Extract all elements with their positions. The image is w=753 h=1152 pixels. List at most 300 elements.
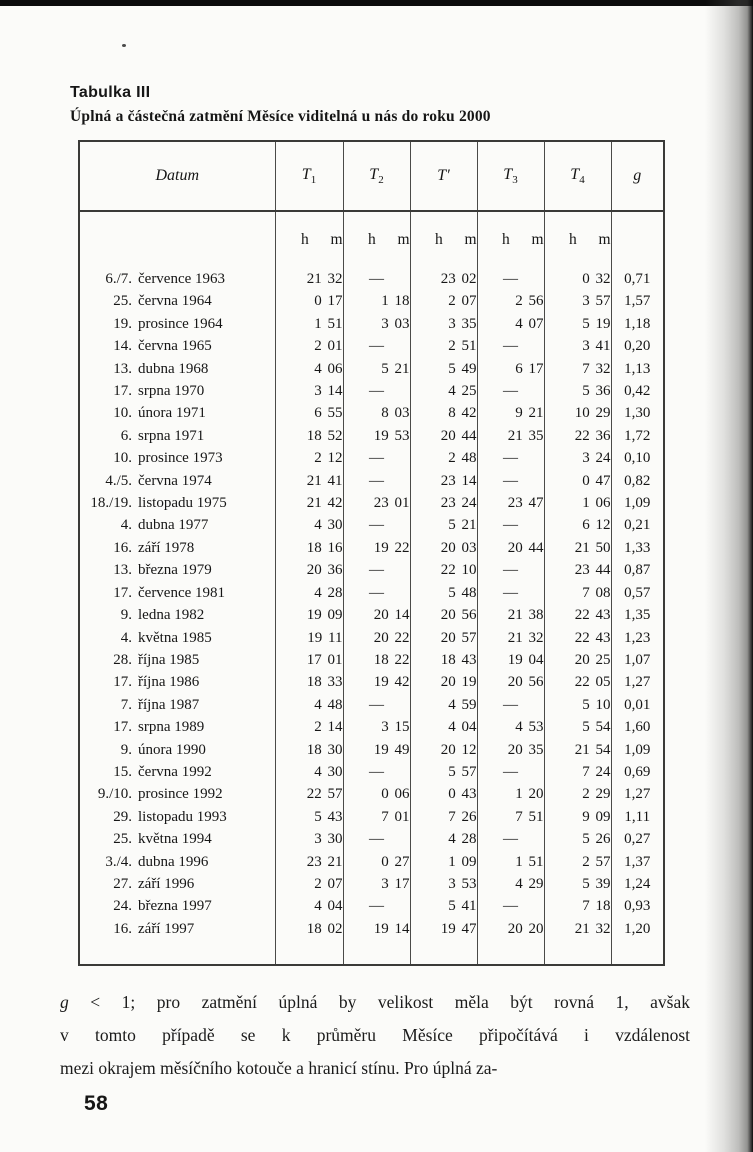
magnitude-cell: 1,72 — [611, 425, 664, 447]
time-cell: 2 29 — [544, 783, 611, 805]
time-cell: — — [343, 828, 410, 850]
table-row — [79, 537, 664, 559]
table-row — [79, 671, 664, 693]
time-cell: 4 48 — [275, 694, 343, 716]
scan-speck — [122, 44, 126, 47]
time-cell: 22 43 — [544, 604, 611, 626]
table-row — [79, 313, 664, 335]
time-cell: 21 32 — [275, 268, 343, 290]
time-cell: — — [477, 559, 544, 581]
time-cell: 10 29 — [544, 402, 611, 424]
table-row — [79, 895, 664, 917]
time-cell: 20 56 — [477, 671, 544, 693]
magnitude-cell: 0,87 — [611, 559, 664, 581]
time-cell: 3 14 — [275, 380, 343, 402]
empty-cell — [611, 940, 664, 965]
time-cell: 5 43 — [275, 806, 343, 828]
table-row — [79, 918, 664, 940]
time-cell: 7 01 — [343, 806, 410, 828]
table-row — [79, 470, 664, 492]
time-cell: — — [343, 559, 410, 581]
date-day: 16. — [113, 539, 132, 556]
time-cell: 3 53 — [410, 873, 477, 895]
column-header: $T_2$ — [343, 141, 410, 211]
date-month-year: července 1981 — [138, 584, 226, 601]
time-cell: 19 42 — [343, 671, 410, 693]
time-cell: — — [343, 761, 410, 783]
column-header: g — [611, 141, 664, 211]
time-cell: 1 51 — [275, 313, 343, 335]
time-cell: 18 33 — [275, 671, 343, 693]
magnitude-cell: 1,07 — [611, 649, 664, 671]
time-cell: 1 51 — [477, 851, 544, 873]
column-header: $T_1$ — [275, 141, 343, 211]
time-cell: 3 17 — [343, 873, 410, 895]
unit-header-row — [79, 211, 664, 268]
time-cell: 2 01 — [275, 335, 343, 357]
footer-line-1: g < 1; pro zatmění úplná by velikost měla být rovná 1, avšak — [60, 992, 690, 1012]
time-cell: 19 49 — [343, 739, 410, 761]
time-cell: 20 56 — [410, 604, 477, 626]
date-cell — [79, 268, 275, 290]
magnitude-cell: 1,23 — [611, 627, 664, 649]
time-cell: — — [477, 895, 544, 917]
time-cell: 2 56 — [477, 290, 544, 312]
time-cell: 4 04 — [275, 895, 343, 917]
time-cell: 0 27 — [343, 851, 410, 873]
date-cell — [79, 918, 275, 940]
magnitude-cell: 1,24 — [611, 873, 664, 895]
unit-label: h m — [343, 211, 410, 268]
date-month-year: prosince 1973 — [138, 450, 223, 467]
time-cell: 18 43 — [410, 649, 477, 671]
time-cell: 2 14 — [275, 716, 343, 738]
time-cell: 4 29 — [477, 873, 544, 895]
date-day: 9./10. — [97, 786, 132, 803]
date-month-year: června 1974 — [138, 472, 212, 489]
time-cell: 19 14 — [343, 918, 410, 940]
time-cell: 18 30 — [275, 739, 343, 761]
time-cell: 2 48 — [410, 447, 477, 469]
footer-line-2: v tomto případě se k průměru Měsíce připočítává i vzdálenost — [60, 1025, 690, 1045]
date-cell — [79, 851, 275, 873]
time-cell: 18 16 — [275, 537, 343, 559]
date-day: 9. — [120, 741, 132, 758]
date-month-year: května 1994 — [138, 831, 212, 848]
date-cell — [79, 313, 275, 335]
time-cell: 5 26 — [544, 828, 611, 850]
time-cell: 19 09 — [275, 604, 343, 626]
time-cell: 20 12 — [410, 739, 477, 761]
time-cell: — — [477, 380, 544, 402]
date-month-year: srpna 1970 — [138, 383, 205, 400]
table-row — [79, 649, 664, 671]
time-cell: 2 07 — [410, 290, 477, 312]
time-cell: 0 17 — [275, 290, 343, 312]
g-symbol: g — [60, 992, 69, 1012]
date-day: 28. — [113, 651, 132, 668]
table-row — [79, 604, 664, 626]
time-cell: 20 03 — [410, 537, 477, 559]
magnitude-cell: 1,27 — [611, 783, 664, 805]
date-day: 13. — [113, 360, 132, 377]
time-cell: 23 21 — [275, 851, 343, 873]
time-cell: 3 57 — [544, 290, 611, 312]
time-cell: — — [477, 582, 544, 604]
date-day: 13. — [113, 562, 132, 579]
date-day: 25. — [113, 293, 132, 310]
time-cell: 20 44 — [477, 537, 544, 559]
unit-label: h m — [410, 211, 477, 268]
time-cell: 23 44 — [544, 559, 611, 581]
date-day: 27. — [113, 875, 132, 892]
date-day: 6./7. — [105, 271, 132, 287]
date-cell — [79, 358, 275, 380]
time-cell: — — [343, 470, 410, 492]
empty-cell — [477, 940, 544, 965]
time-cell: 9 09 — [544, 806, 611, 828]
time-cell: 3 41 — [544, 335, 611, 357]
date-cell — [79, 380, 275, 402]
date-cell — [79, 470, 275, 492]
date-month-year: června 1992 — [138, 763, 212, 780]
table-row — [79, 335, 664, 357]
date-day: 10. — [113, 450, 132, 467]
date-month-year: prosince 1992 — [138, 786, 223, 803]
time-cell: 4 07 — [477, 313, 544, 335]
time-cell: — — [477, 268, 544, 290]
time-cell: 4 28 — [275, 582, 343, 604]
date-cell — [79, 895, 275, 917]
empty-cell — [410, 940, 477, 965]
table-row — [79, 447, 664, 469]
date-cell — [79, 559, 275, 581]
spacer-row — [79, 940, 664, 965]
time-cell: 20 44 — [410, 425, 477, 447]
time-cell: — — [343, 582, 410, 604]
magnitude-cell: 0,57 — [611, 582, 664, 604]
time-cell: 3 03 — [343, 313, 410, 335]
magnitude-cell: 0,69 — [611, 761, 664, 783]
time-cell: 5 54 — [544, 716, 611, 738]
time-cell: — — [343, 335, 410, 357]
table-row — [79, 761, 664, 783]
date-cell — [79, 828, 275, 850]
time-cell: 23 02 — [410, 268, 477, 290]
date-month-year: května 1985 — [138, 629, 212, 646]
time-cell: — — [477, 470, 544, 492]
table-title: Tabulka III — [70, 84, 151, 101]
date-day: 19. — [113, 315, 132, 332]
empty-cell — [79, 211, 275, 268]
time-cell: 20 22 — [343, 627, 410, 649]
time-cell: 22 43 — [544, 627, 611, 649]
time-cell: 20 36 — [275, 559, 343, 581]
date-month-year: dubna 1977 — [138, 517, 209, 534]
time-cell: 4 53 — [477, 716, 544, 738]
time-cell: 8 03 — [343, 402, 410, 424]
time-cell: 20 57 — [410, 627, 477, 649]
time-cell: 9 21 — [477, 402, 544, 424]
date-cell — [79, 402, 275, 424]
date-cell — [79, 604, 275, 626]
time-cell: 7 32 — [544, 358, 611, 380]
table-row — [79, 716, 664, 738]
time-cell: 22 05 — [544, 671, 611, 693]
date-cell — [79, 739, 275, 761]
time-cell: 18 02 — [275, 918, 343, 940]
unit-label: h m — [275, 211, 343, 268]
time-cell: 2 12 — [275, 447, 343, 469]
time-cell: 23 01 — [343, 492, 410, 514]
time-cell: — — [343, 268, 410, 290]
time-cell: 19 22 — [343, 537, 410, 559]
magnitude-cell: 1,37 — [611, 851, 664, 873]
table-row — [79, 783, 664, 805]
date-day: 3./4. — [105, 853, 132, 870]
time-cell: 7 26 — [410, 806, 477, 828]
date-cell — [79, 761, 275, 783]
date-month-year: února 1971 — [138, 405, 206, 422]
time-cell: — — [343, 514, 410, 536]
magnitude-cell: 0,71 — [611, 268, 664, 290]
time-cell: 3 24 — [544, 447, 611, 469]
date-day: 4. — [120, 517, 132, 534]
time-cell: 5 36 — [544, 380, 611, 402]
empty-cell — [544, 940, 611, 965]
magnitude-cell: 1,09 — [611, 739, 664, 761]
time-cell: 5 57 — [410, 761, 477, 783]
time-cell: 17 01 — [275, 649, 343, 671]
time-cell: — — [477, 447, 544, 469]
time-cell: 21 32 — [544, 918, 611, 940]
magnitude-cell: 1,09 — [611, 492, 664, 514]
date-month-year: srpna 1971 — [138, 427, 205, 444]
page-number: 58 — [84, 1092, 109, 1115]
date-cell — [79, 514, 275, 536]
date-cell — [79, 649, 275, 671]
time-cell: 1 18 — [343, 290, 410, 312]
date-day: 10. — [113, 405, 132, 422]
date-day: 18./19. — [90, 495, 132, 512]
time-cell: 5 39 — [544, 873, 611, 895]
time-cell: 21 32 — [477, 627, 544, 649]
scan-right-edge — [705, 0, 753, 1152]
time-cell: 1 06 — [544, 492, 611, 514]
time-cell: — — [343, 447, 410, 469]
date-day: 24. — [113, 898, 132, 915]
time-cell: 3 35 — [410, 313, 477, 335]
table-row — [79, 559, 664, 581]
time-cell: 4 59 — [410, 694, 477, 716]
table-row — [79, 739, 664, 761]
time-cell: 1 09 — [410, 851, 477, 873]
date-day: 6. — [120, 427, 132, 444]
empty-cell — [611, 211, 664, 268]
date-month-year: srpna 1989 — [138, 719, 205, 736]
time-cell: 2 51 — [410, 335, 477, 357]
time-cell: 4 30 — [275, 514, 343, 536]
date-day: 4. — [120, 629, 132, 646]
magnitude-cell: 1,18 — [611, 313, 664, 335]
date-month-year: června 1964 — [138, 293, 212, 310]
column-header: Datum — [79, 141, 275, 211]
table-row — [79, 694, 664, 716]
magnitude-cell: 1,11 — [611, 806, 664, 828]
magnitude-cell: 1,60 — [611, 716, 664, 738]
column-header: $T_3$ — [477, 141, 544, 211]
time-cell: — — [343, 694, 410, 716]
time-cell: — — [477, 761, 544, 783]
date-cell — [79, 492, 275, 514]
time-cell: 4 28 — [410, 828, 477, 850]
time-cell: — — [343, 380, 410, 402]
time-cell: 5 10 — [544, 694, 611, 716]
time-cell: 21 38 — [477, 604, 544, 626]
time-cell: 5 21 — [343, 358, 410, 380]
time-cell: — — [343, 895, 410, 917]
empty-cell — [275, 940, 343, 965]
time-cell: 1 20 — [477, 783, 544, 805]
time-cell: 21 42 — [275, 492, 343, 514]
magnitude-cell: 0,01 — [611, 694, 664, 716]
time-cell: 6 55 — [275, 402, 343, 424]
table-row — [79, 380, 664, 402]
time-cell: 3 30 — [275, 828, 343, 850]
empty-cell — [343, 940, 410, 965]
time-cell: 7 51 — [477, 806, 544, 828]
time-cell: 21 54 — [544, 739, 611, 761]
empty-cell — [79, 940, 275, 965]
date-month-year: října 1987 — [138, 696, 200, 713]
time-cell: 5 48 — [410, 582, 477, 604]
table-row — [79, 851, 664, 873]
time-cell: 23 14 — [410, 470, 477, 492]
date-cell — [79, 806, 275, 828]
date-month-year: března 1979 — [138, 562, 212, 579]
magnitude-cell: 1,33 — [611, 537, 664, 559]
date-month-year: listopadu 1975 — [138, 495, 227, 512]
magnitude-cell: 0,93 — [611, 895, 664, 917]
magnitude-cell: 0,21 — [611, 514, 664, 536]
magnitude-cell: 1,27 — [611, 671, 664, 693]
time-cell: 21 35 — [477, 425, 544, 447]
time-cell: — — [477, 828, 544, 850]
magnitude-cell: 0,20 — [611, 335, 664, 357]
magnitude-cell: 1,13 — [611, 358, 664, 380]
time-cell: 21 50 — [544, 537, 611, 559]
table-row — [79, 402, 664, 424]
time-cell: 22 57 — [275, 783, 343, 805]
date-cell — [79, 582, 275, 604]
table-row — [79, 268, 664, 290]
magnitude-cell: 0,42 — [611, 380, 664, 402]
time-cell: 0 06 — [343, 783, 410, 805]
magnitude-cell: 0,10 — [611, 447, 664, 469]
time-cell: 20 35 — [477, 739, 544, 761]
date-month-year: října 1986 — [138, 674, 200, 691]
time-cell: 23 47 — [477, 492, 544, 514]
date-cell — [79, 627, 275, 649]
table-row — [79, 492, 664, 514]
time-cell: 0 47 — [544, 470, 611, 492]
date-cell — [79, 447, 275, 469]
table-row — [79, 358, 664, 380]
time-cell: 7 08 — [544, 582, 611, 604]
date-month-year: září 1996 — [138, 875, 195, 892]
date-day: 14. — [113, 338, 132, 355]
date-day: 25. — [113, 831, 132, 848]
magnitude-cell: 1,35 — [611, 604, 664, 626]
time-cell: 5 41 — [410, 895, 477, 917]
date-cell — [79, 694, 275, 716]
date-cell — [79, 671, 275, 693]
date-month-year: února 1990 — [138, 741, 206, 758]
date-day: 17. — [113, 383, 132, 400]
table-row — [79, 627, 664, 649]
column-header: $T_4$ — [544, 141, 611, 211]
time-cell: 4 25 — [410, 380, 477, 402]
date-cell — [79, 425, 275, 447]
time-cell: 2 07 — [275, 873, 343, 895]
footer-line-3: mezi okrajem měsíčního kotouče a hranicí stínu. Pro úplná za- — [60, 1058, 498, 1078]
date-month-year: června 1965 — [138, 338, 212, 355]
magnitude-cell: 0,82 — [611, 470, 664, 492]
time-cell: 7 24 — [544, 761, 611, 783]
time-cell: 20 25 — [544, 649, 611, 671]
time-cell: 18 22 — [343, 649, 410, 671]
time-cell: 19 47 — [410, 918, 477, 940]
table-row — [79, 806, 664, 828]
time-cell: 5 19 — [544, 313, 611, 335]
date-day: 17. — [113, 719, 132, 736]
date-day: 7. — [120, 696, 132, 713]
table-row — [79, 290, 664, 312]
time-cell: 22 36 — [544, 425, 611, 447]
time-cell: 18 52 — [275, 425, 343, 447]
date-day: 17. — [113, 584, 132, 601]
time-cell: 6 17 — [477, 358, 544, 380]
date-month-year: ledna 1982 — [138, 607, 205, 624]
time-cell: 23 24 — [410, 492, 477, 514]
magnitude-cell: 1,20 — [611, 918, 664, 940]
time-cell: — — [477, 335, 544, 357]
date-cell — [79, 335, 275, 357]
date-day: 9. — [120, 607, 132, 624]
time-cell: — — [477, 694, 544, 716]
date-day: 16. — [113, 920, 132, 937]
time-cell: 5 21 — [410, 514, 477, 536]
date-month-year: prosince 1964 — [138, 315, 223, 332]
date-month-year: března 1997 — [138, 898, 212, 915]
magnitude-cell: 0,27 — [611, 828, 664, 850]
date-cell — [79, 290, 275, 312]
time-cell: 8 42 — [410, 402, 477, 424]
footer-paragraph — [60, 986, 690, 1085]
time-cell: 4 06 — [275, 358, 343, 380]
time-cell: 4 04 — [410, 716, 477, 738]
date-month-year: října 1985 — [138, 651, 200, 668]
date-cell — [79, 873, 275, 895]
date-day: 17. — [113, 674, 132, 691]
column-header: T′ — [410, 141, 477, 211]
time-cell: 7 18 — [544, 895, 611, 917]
date-cell — [79, 537, 275, 559]
time-cell: 4 30 — [275, 761, 343, 783]
table-row — [79, 514, 664, 536]
time-cell: 21 41 — [275, 470, 343, 492]
time-cell: 20 19 — [410, 671, 477, 693]
